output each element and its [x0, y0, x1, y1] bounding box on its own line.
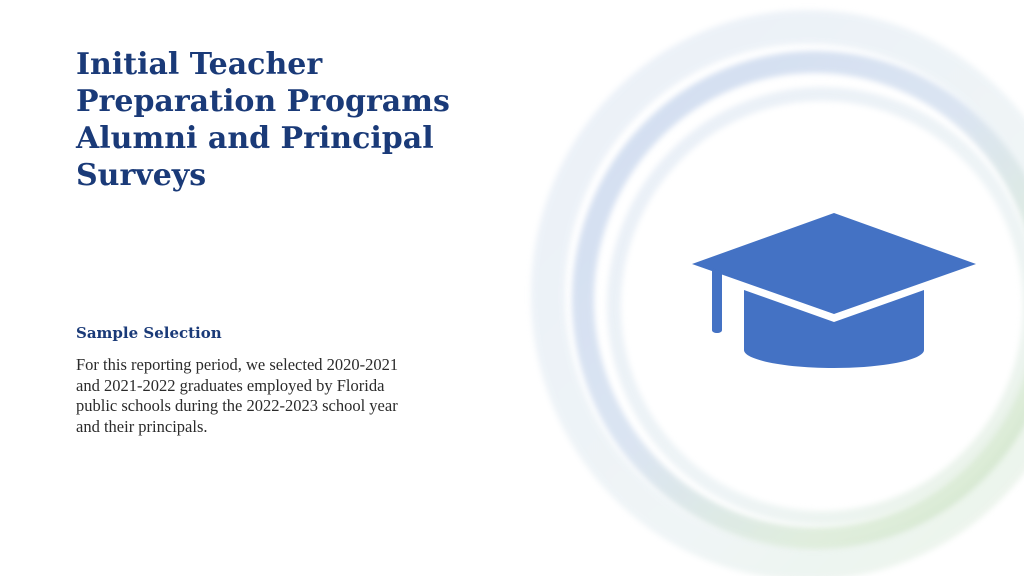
- body-line-1: For this reporting period, we selected 2020-2021: [76, 355, 399, 374]
- title-line-1: Initial Teacher: [76, 47, 323, 82]
- slide-title: [76, 46, 556, 194]
- title-line-2: Preparation Programs: [76, 84, 450, 119]
- graduation-cap-icon: [692, 210, 978, 370]
- body-paragraph: [76, 355, 398, 437]
- cap-tassel: [712, 268, 722, 333]
- body-line-4: and their principals.: [76, 416, 208, 436]
- section-heading: Sample Selection: [76, 324, 222, 342]
- title-line-3: Alumni and Principal: [76, 121, 434, 156]
- body-line-2: and 2021-2022 graduates employed by Florida: [76, 375, 385, 395]
- body-line-3: public schools during the 2022-2023 school year: [76, 396, 398, 415]
- cap-board: [692, 213, 976, 314]
- title-line-4: Surveys: [76, 158, 207, 193]
